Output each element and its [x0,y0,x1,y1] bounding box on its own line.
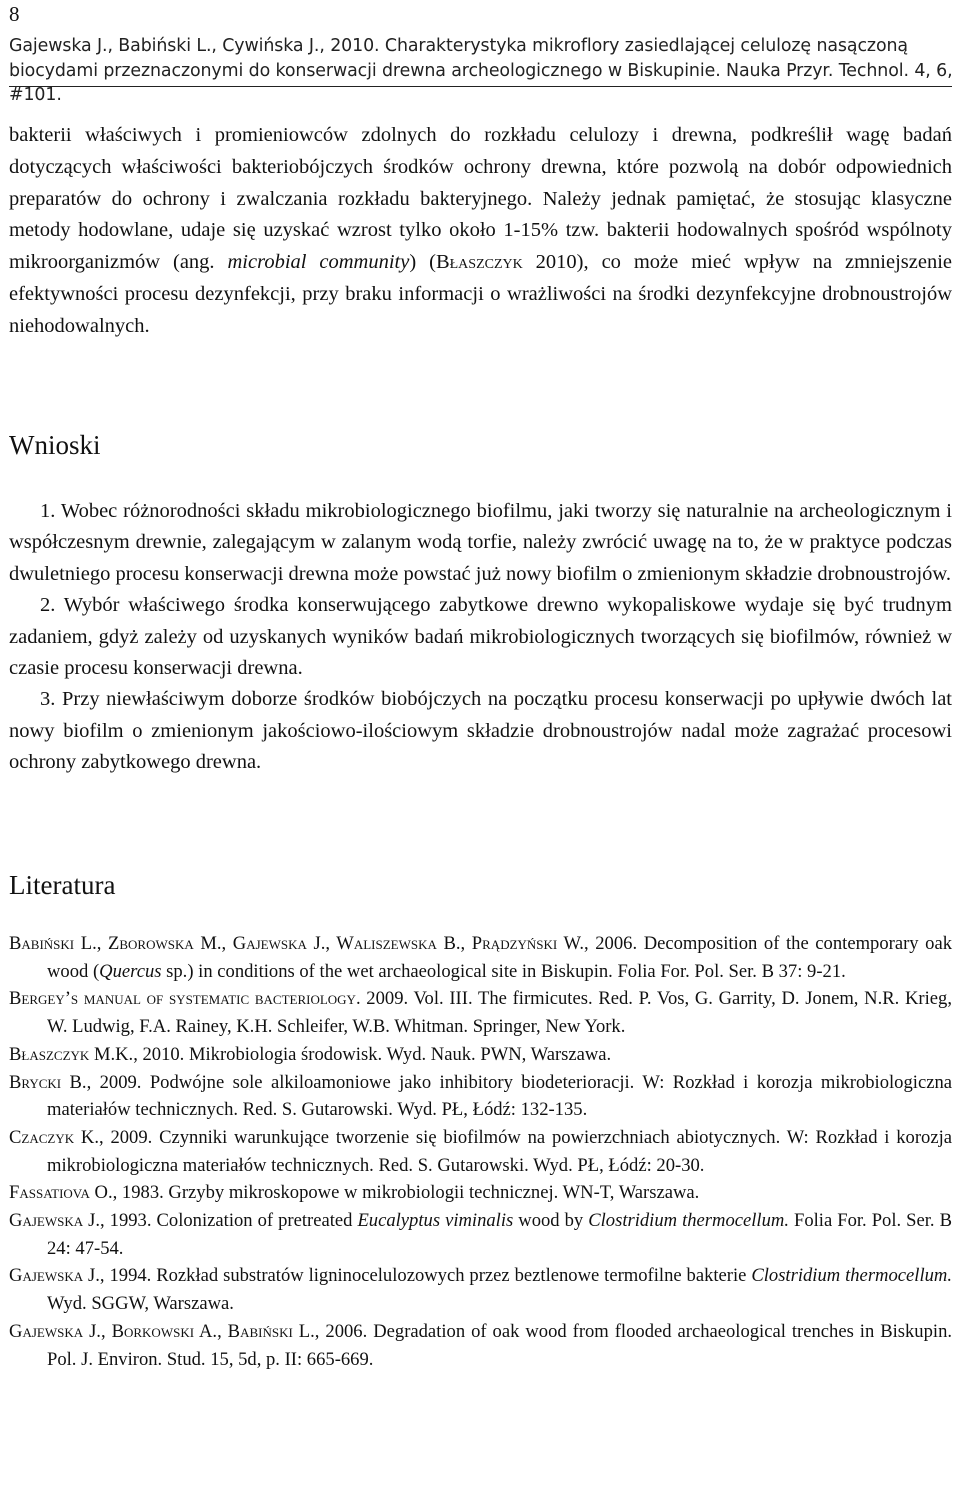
reference-text: Clostridium thermocellum. [751,1265,952,1287]
header-divider [9,86,952,87]
reference-text: aliszewska [353,933,437,954]
conclusion-item-2: 2. Wybór właściwego środka konserwującego zabytkowe drewno wykopaliskowe wydaje się być trudnym zadaniem, gdyż zależy od uzyskanych wyników badań mikrobiologicznych tworzących się biofilmów, również w czasie procesu konserwacji drewna. [9,594,952,680]
intro-author-initial: B [435,251,450,274]
reference-text: łaszczyk [21,1043,90,1065]
reference-text: sp.) in conditions of the wet archaeological site in Biskupin. Folia For. Pol. Ser. B 37: 9-21. [161,960,846,982]
reference-text: O., 1983. Grzyby mikroskopowe w mikrobiologii technicznej. WN-T, Warszawa. [89,1182,700,1204]
reference-text: Quercus [99,960,162,982]
reference-text: L., Z [74,933,120,954]
reference-text: Eucalyptus viminalis [357,1210,514,1232]
reference-item [9,1124,952,1179]
reference-text: abiński [21,933,75,954]
reference-item [9,1041,952,1069]
reference-text: B., 2009. Podwójne sole alkiloamoniowe jako inhibitory biodeterioracji. W: Rozkład i korozja mikrobiologiczna materiałów technicznych. Red. S. Gutarowski. Wyd. PŁ, Łódź: 132-135. [47,1071,952,1121]
reference-text: ajewska [22,1265,84,1287]
reference-text: . 2009. Vol. III. The firmicutes. Red. P. Vos, G. Garrity, D. Jonem, N.R. Krieg, W. Ludwig, F.A. Rainey, K.H. Schleifer, W.B. Whitman. Springer, New York. [47,988,952,1038]
reference-text: G [9,1265,23,1287]
reference-text: B [9,1043,22,1065]
reference-text: B [9,988,22,1010]
reference-text: J., W [306,933,354,954]
reference-item [9,1179,952,1207]
page-number: 8 [9,2,20,26]
intro-emphasis: microbial community [227,251,410,274]
conclusions-section [9,496,952,779]
reference-list [9,930,952,1373]
reference-text: A., B [194,1320,241,1342]
intro-text-2: ) ( [409,251,436,274]
reference-text: B [9,933,22,954]
reference-text: W., 2006. Decomposition of the contemporary oak wood ( [47,933,953,982]
intro-text-1: bakterii właściwych i promieniowców zdolnych do rozkładu celulozy i drewna, podkreślił wagę badań dotyczących właściwości bakteriobójczych środków ochrony drewna, które pozwolą na dobór odpowiednich preparatów do ochrony i zwalczania rozkładu bakteryjnego. Należy jednak pamiętać, że stosując klasyczne metody hodowlane, udaje się uzyskać wzrost tylko około 1-15% tzw. bakterii hodowalnych spośród wspólnoty mikroorganizmów (ang. [9,124,952,274]
reference-text: J., 1994. Rozkład substratów ligninocelulozowych przez beztlenowe termofilne bakterie [83,1265,752,1287]
reference-text: rądzyński [482,933,558,954]
reference-text: ajewska [22,1210,84,1232]
reference-item [9,1262,952,1317]
reference-text: Wyd. SGGW, Warszawa. [47,1293,234,1315]
reference-text: Folia For. Pol. Ser. B 24: 47-54. [47,1210,952,1259]
intro-text-3: 2010), co może mieć wpływ na zmniejszenie efektywności procesu dezynfekcji, przy braku informacji o wrażliwości na środki dezynfekcyjne drobnoustrojów niehodowalnych. [9,251,952,337]
reference-text: assatiova [19,1182,90,1204]
literature-heading: Literatura [9,870,116,900]
reference-item [9,1207,952,1262]
reference-text: C [9,1126,22,1148]
reference-text: borowska [119,933,194,954]
running-header-citation: Gajewska J., Babiński L., Cywińska J., 2010. Charakterystyka mikroflory zasiedlającej celulozę nasączoną biocydami przeznaczonymi do konserwacji drewna archeologicznego w Biskupinie. Nauka Przyr. Technol. 4, 6, #101. [9,36,953,105]
reference-text: L., 2006. Degradation of oak wood from flooded archaeological trenches in Biskupin. Pol. J. Environ. Stud. 15, 5d, p. II: 665-669. [47,1320,953,1370]
reference-item [9,985,952,1040]
reference-text: B., P [436,933,483,954]
conclusion-item-3: 3. Przy niewłaściwym doborze środków biobójczych na początku procesu konserwacji po upływie dwóch lat nowy biofilm o zmienionym jakościowo-ilościowym składzie drobnoustrojów nadal może zagrażać procesowi ochrony zabytkowego drewna. [9,688,952,774]
reference-text: ergey’s manual of systematic bacteriology [21,988,356,1010]
reference-text: zaczyk [21,1126,75,1148]
reference-text: F [9,1182,20,1204]
reference-text: orkowski [123,1320,195,1342]
reference-text: G [9,1320,23,1342]
reference-text: Clostridium thermocellum. [588,1210,789,1232]
reference-text: rycki [21,1071,62,1093]
reference-text: wood by [513,1210,589,1232]
reference-item [9,930,952,985]
reference-item [9,1069,952,1124]
reference-item [9,1318,952,1373]
reference-text: G [9,1210,23,1232]
conclusions-heading: Wnioski [9,430,101,460]
reference-text: K., 2009. Czynniki warunkujące tworzenie się biofilmów na powierzchniach abiotycznych. W: Rozkład i korozja mikrobiologiczna materiałów technicznych. Red. S. Gutarowski. Wyd. PŁ, Łódź: 20-30. [47,1126,952,1176]
reference-text: abiński [240,1320,293,1342]
reference-text: M.K., 2010. Mikrobiologia środowisk. Wyd. Nauk. PWN, Warszawa. [89,1043,612,1065]
reference-text: J., B [83,1320,124,1342]
reference-text: ajewska [246,933,307,954]
reference-text: J., 1993. Colonization of pretreated [83,1210,358,1232]
intro-paragraph [9,120,952,343]
reference-text: ajewska [22,1320,84,1342]
conclusion-item-1: 1. Wobec różnorodności składu mikrobiologicznego biofilmu, jaki tworzy się naturalnie na archeologicznym i współczesnym drewnie, zalegającym w zalanym wodą torfie, należy zwrócić uwagę na to, że w praktyce podczas dwuletniego procesu konserwacji drewna może powstać już nowy biofilm o zmienionym składzie drobnoustrojów. [9,500,952,585]
reference-text: M., G [193,933,247,954]
intro-author-rest: łaszczyk [449,251,523,274]
reference-text: B [9,1071,22,1093]
